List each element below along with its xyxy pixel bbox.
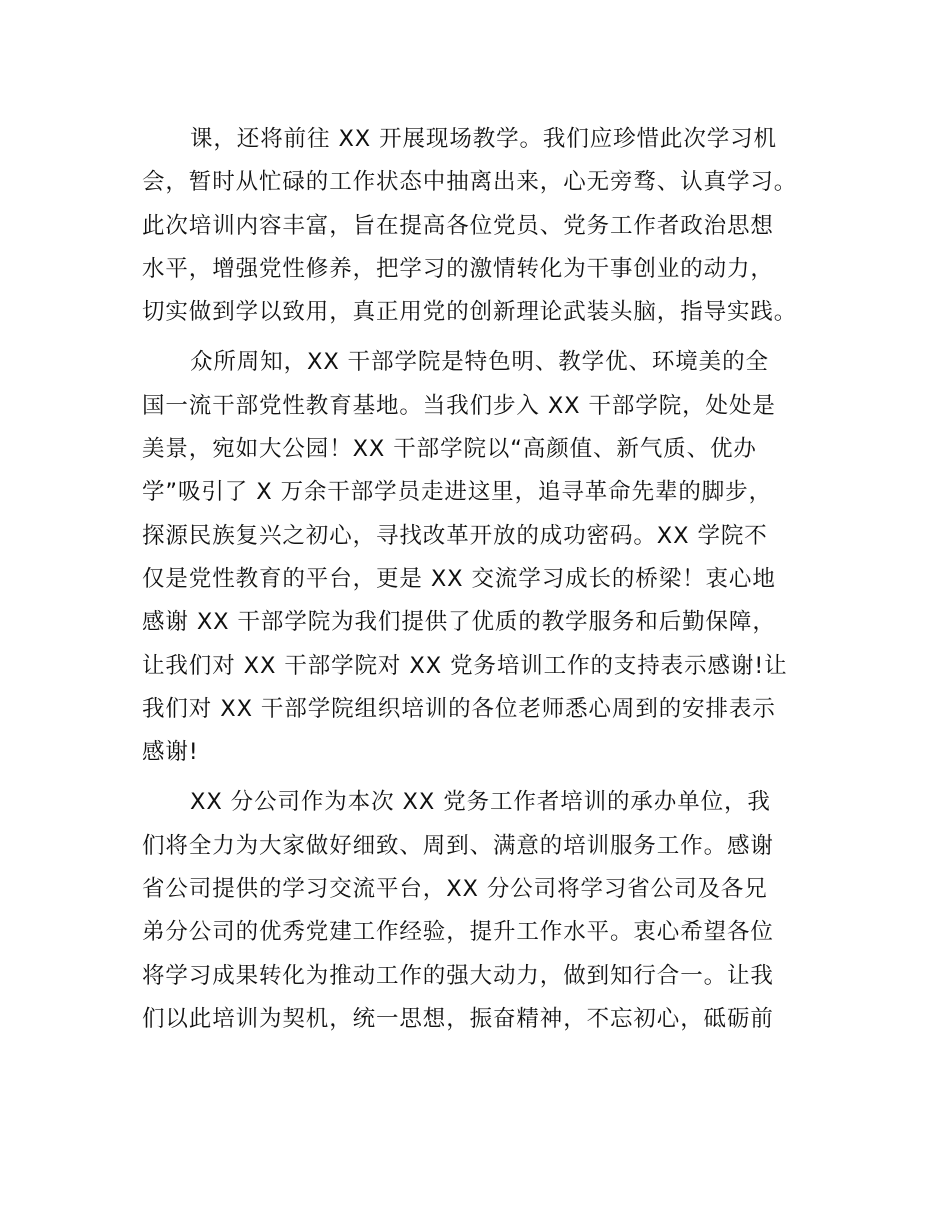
text-line: XX 分公司作为本次 XX 党务工作者培训的承办单位，我 (190, 789, 771, 816)
text-line: 水平，增强党性修养，把学习的激情转化为干事创业的动力， (142, 255, 774, 282)
text-line: 众所周知，XX 干部学院是特色明、教学优、环境美的全 (190, 349, 769, 376)
text-line: 探源民族复兴之初心，寻找改革开放的成功密码。XX 学院不 (142, 522, 768, 549)
paragraph-2 (142, 341, 826, 774)
text-line: 省公司提供的学习交流平台，XX 分公司将学习省公司及各兄 (142, 876, 768, 903)
paragraph-3 (142, 781, 826, 1041)
paragraph-1 (142, 118, 826, 334)
text-line: 们以此培训为契机，统一思想，振奋精神，不忘初心，砥砺前 (142, 1005, 774, 1032)
text-line: 会，暂时从忙碌的工作状态中抽离出来，心无旁骛、认真学习。 (142, 169, 798, 196)
text-line: 仅是党性教育的平台，更是 XX 交流学习成长的桥梁！衷心地 (142, 565, 776, 592)
text-line: 切实做到学以致用，真正用党的创新理论武装头脑，指导实践。 (142, 299, 798, 326)
text-line: 将学习成果转化为推动工作的强大动力，做到知行合一。让我 (142, 962, 774, 989)
text-line: 学”吸引了 X 万余干部学员走进这里，追寻革命先辈的脚步， (142, 479, 772, 506)
text-line: 们将全力为大家做好细致、周到、满意的培训服务工作。感谢 (142, 832, 774, 859)
text-line: 弟分公司的优秀党建工作经验，提升工作水平。衷心希望各位 (142, 919, 774, 946)
text-line: 让我们对 XX 干部学院对 XX 党务培训工作的支持表示感谢!让 (142, 652, 788, 679)
document-page (142, 118, 826, 1048)
text-line: 课，还将前往 XX 开展现场教学。我们应珍惜此次学习机 (190, 126, 777, 152)
text-line: 美景，宛如大公园！XX 干部学院以“高颜值、新气质、优办 (142, 436, 757, 463)
text-line: 此次培训内容丰富，旨在提高各位党员、党务工作者政治思想 (142, 212, 774, 239)
text-line: 感谢! (142, 739, 199, 766)
text-line: 国一流干部党性教育基地。当我们步入 XX 干部学院，处处是 (142, 392, 776, 419)
text-line: 感谢 XX 干部学院为我们提供了优质的教学服务和后勤保障， (142, 609, 776, 636)
text-line: 我们对 XX 干部学院组织培训的各位老师悉心周到的安排表示 (142, 695, 776, 722)
